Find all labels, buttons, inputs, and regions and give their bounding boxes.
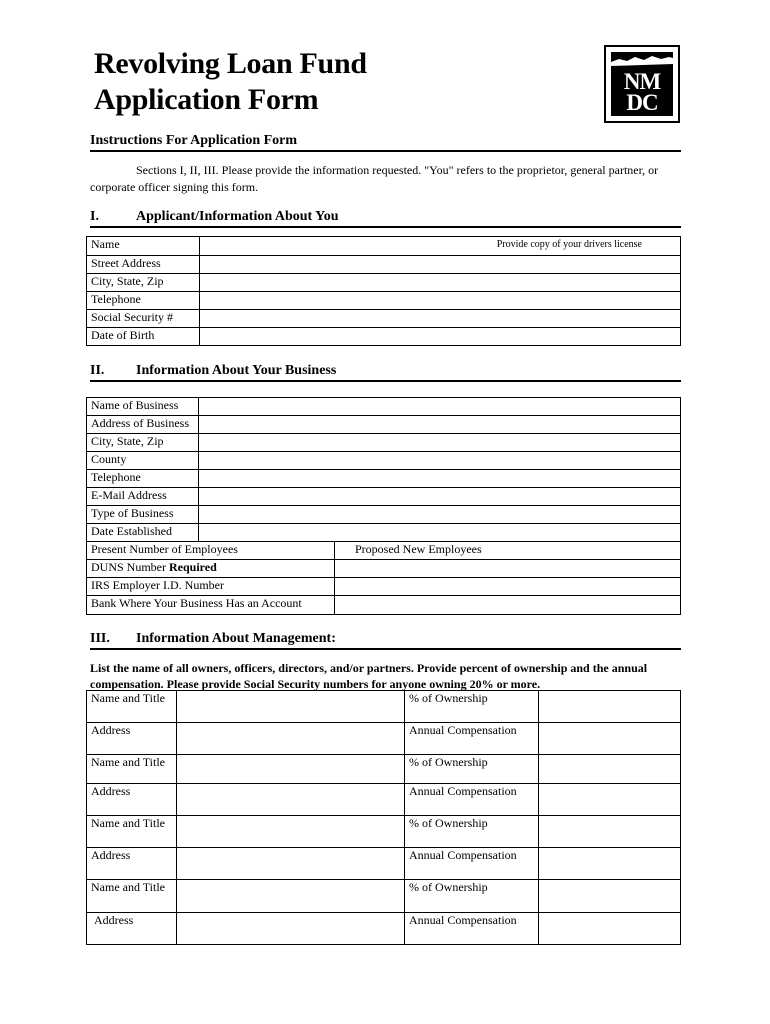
row-label: Annual Compensation xyxy=(405,723,539,755)
field-label: Address of Business xyxy=(87,416,199,434)
nmdc-logo xyxy=(604,45,680,123)
row-label: Address xyxy=(87,913,177,945)
row-label: Name and Title xyxy=(87,755,177,784)
field-label: Date of Birth xyxy=(87,328,200,346)
row-label: Address xyxy=(87,784,177,816)
street-address-input[interactable] xyxy=(200,256,681,274)
field-label: Telephone xyxy=(87,292,200,310)
logo-text-dc: DC xyxy=(626,90,658,115)
compensation-input[interactable] xyxy=(539,913,681,945)
name-title-input[interactable] xyxy=(177,880,405,913)
section-2-number: II. xyxy=(90,363,105,378)
county-input[interactable] xyxy=(199,452,681,470)
row-label: % of Ownership xyxy=(405,691,539,723)
compensation-input[interactable] xyxy=(539,723,681,755)
section-1-heading xyxy=(90,209,681,228)
instructions-text: Sections I, II, III. Please provide the information requested. "You" refers to the proprietor, general partner, or corporate officer signing this form. xyxy=(90,163,659,194)
field-label: County xyxy=(87,452,199,470)
city-state-zip-input[interactable] xyxy=(200,274,681,292)
section-2-title: Information About Your Business xyxy=(136,363,337,378)
business-address-input[interactable] xyxy=(199,416,681,434)
row-label: Annual Compensation xyxy=(405,848,539,880)
ownership-input[interactable] xyxy=(539,816,681,848)
row-label: Annual Compensation xyxy=(405,784,539,816)
present-employees-label: Present Number of Employees xyxy=(91,542,238,556)
address-input[interactable] xyxy=(177,784,405,816)
management-table xyxy=(86,690,681,945)
address-input[interactable] xyxy=(177,723,405,755)
compensation-input[interactable] xyxy=(539,784,681,816)
form-title xyxy=(94,46,367,118)
field-label: City, State, Zip xyxy=(87,274,200,292)
name-input[interactable] xyxy=(200,237,681,256)
field-label: Date Established xyxy=(87,524,199,542)
name-title-input[interactable] xyxy=(177,691,405,723)
name-title-input[interactable] xyxy=(177,816,405,848)
business-city-state-zip-input[interactable] xyxy=(199,434,681,452)
field-label: Social Security # xyxy=(87,310,200,328)
date-established-input[interactable] xyxy=(199,524,681,542)
business-type-input[interactable] xyxy=(199,506,681,524)
section-2-heading xyxy=(90,363,681,382)
instructions-heading: Instructions For Application Form xyxy=(90,133,681,152)
business-table xyxy=(86,397,681,615)
section-3-heading xyxy=(90,631,681,650)
row-label: Name and Title xyxy=(87,880,177,913)
section-3-title: Information About Management: xyxy=(136,631,336,646)
business-telephone-input[interactable] xyxy=(199,470,681,488)
field-label: E-Mail Address xyxy=(87,488,199,506)
row-label: % of Ownership xyxy=(405,880,539,913)
section-1-title: Applicant/Information About You xyxy=(136,209,339,224)
address-input[interactable] xyxy=(177,913,405,945)
required-tag: Required xyxy=(169,560,217,574)
field-label: Telephone xyxy=(87,470,199,488)
ownership-input[interactable] xyxy=(539,691,681,723)
logo-text-nm: NM xyxy=(623,69,661,94)
name-title-input[interactable] xyxy=(177,755,405,784)
row-label: Name and Title xyxy=(87,691,177,723)
address-input[interactable] xyxy=(177,848,405,880)
proposed-employees-cell[interactable] xyxy=(335,542,681,560)
bank-input[interactable] xyxy=(335,596,681,615)
irs-label: IRS Employer I.D. Number xyxy=(87,578,335,596)
title-line-1: Revolving Loan Fund xyxy=(94,47,367,80)
field-label: Name xyxy=(87,237,200,256)
present-employees-cell[interactable] xyxy=(87,542,335,560)
section-3-number: III. xyxy=(90,631,110,646)
compensation-input[interactable] xyxy=(539,848,681,880)
row-label: Name and Title xyxy=(87,816,177,848)
business-name-input[interactable] xyxy=(199,398,681,416)
field-label: Name of Business xyxy=(87,398,199,416)
section-1-number: I. xyxy=(90,209,99,224)
bank-label: Bank Where Your Business Has an Account xyxy=(87,596,335,615)
drivers-license-note: Provide copy of your drivers license xyxy=(496,239,642,250)
ssn-input[interactable] xyxy=(200,310,681,328)
field-label: Street Address xyxy=(87,256,200,274)
irs-input[interactable] xyxy=(335,578,681,596)
management-instructions: List the name of all owners, officers, directors, and/or partners. Provide percent of ownership and the annual compensation. Please provide Social Security numbers for anyone owning 20% or more. xyxy=(90,661,648,691)
title-line-2: Application Form xyxy=(94,83,319,116)
ownership-input[interactable] xyxy=(539,880,681,913)
row-label: Address xyxy=(87,848,177,880)
row-label: % of Ownership xyxy=(405,755,539,784)
duns-input[interactable] xyxy=(335,560,681,578)
applicant-table xyxy=(86,236,681,346)
proposed-employees-label: Proposed New Employees xyxy=(355,542,482,556)
duns-label: DUNS Number Required xyxy=(87,560,335,578)
telephone-input[interactable] xyxy=(200,292,681,310)
row-label: Address xyxy=(87,723,177,755)
ownership-input[interactable] xyxy=(539,755,681,784)
row-label: Annual Compensation xyxy=(405,913,539,945)
field-label: City, State, Zip xyxy=(87,434,199,452)
field-label: Type of Business xyxy=(87,506,199,524)
date-of-birth-input[interactable] xyxy=(200,328,681,346)
email-input[interactable] xyxy=(199,488,681,506)
row-label: % of Ownership xyxy=(405,816,539,848)
